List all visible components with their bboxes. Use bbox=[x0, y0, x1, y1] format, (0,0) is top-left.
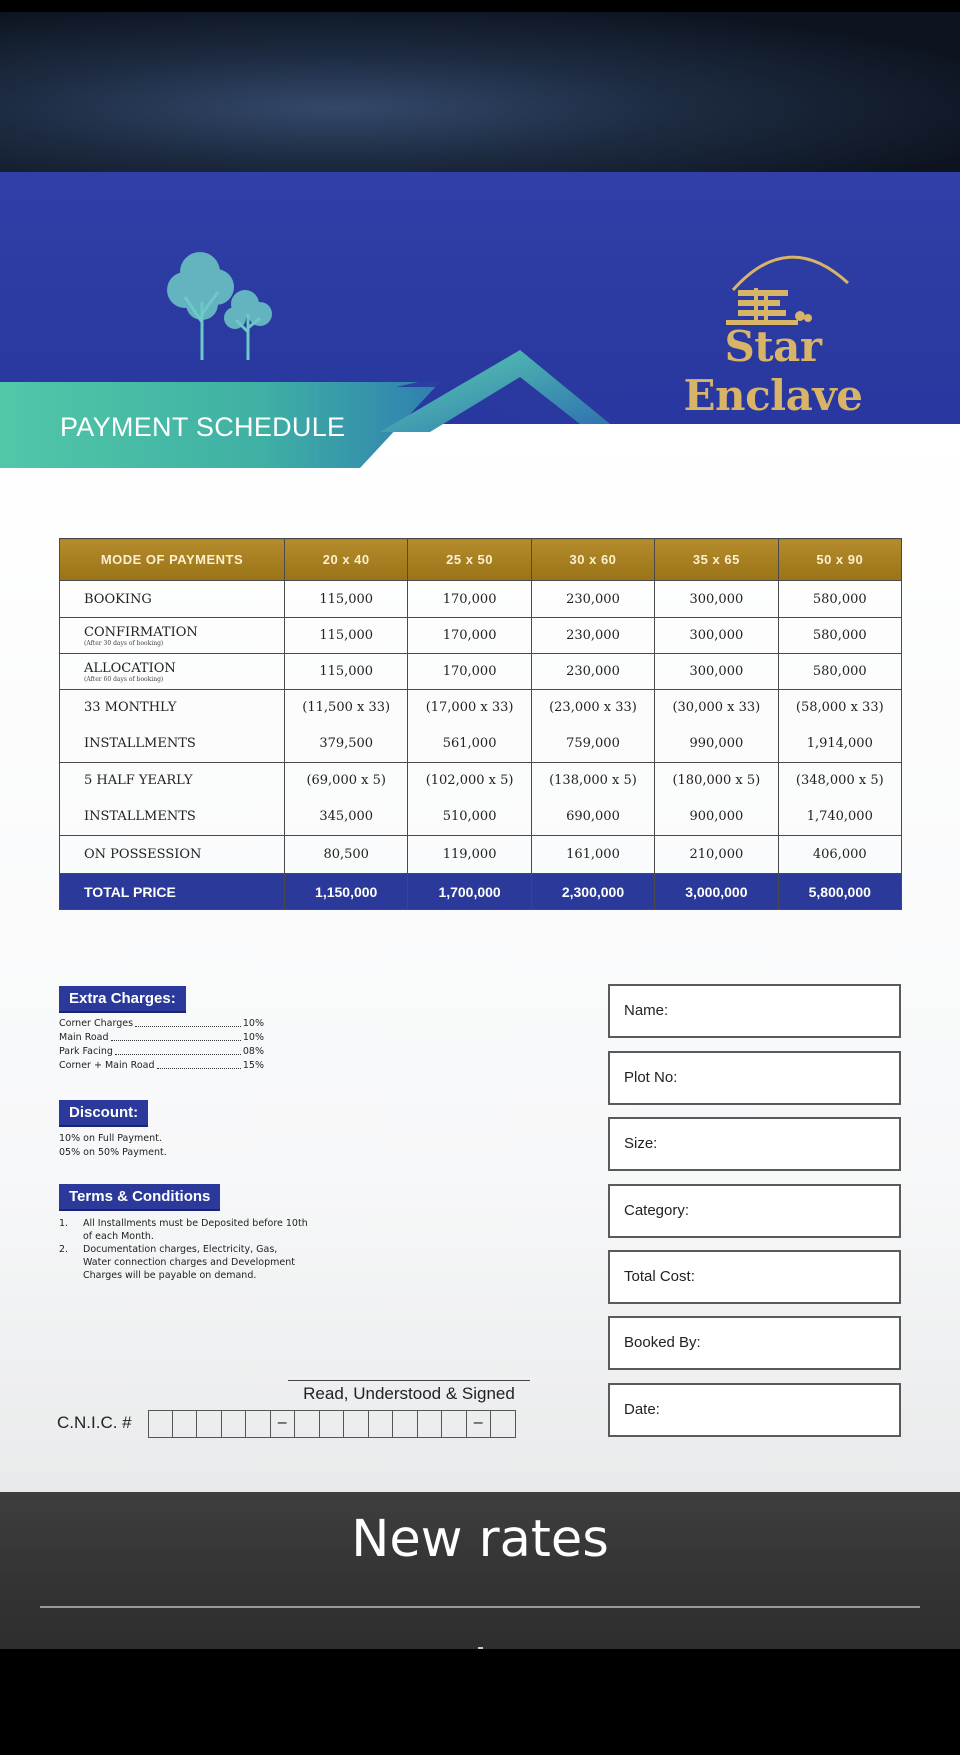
terms-list bbox=[59, 1217, 308, 1282]
table-cell: 115,000 bbox=[285, 654, 408, 690]
term-number: 2. bbox=[59, 1244, 69, 1255]
row-label-line: 5 HALF YEARLY bbox=[84, 773, 193, 788]
row-label bbox=[60, 618, 285, 654]
table-row bbox=[60, 581, 902, 618]
row-label: ON POSSESSION bbox=[60, 836, 285, 874]
status-strip bbox=[0, 0, 960, 12]
discount-list bbox=[59, 1132, 167, 1160]
cnic-digit-box[interactable] bbox=[442, 1410, 467, 1438]
installment-total: 345,000 bbox=[319, 809, 374, 824]
indicator-dot bbox=[478, 1647, 483, 1649]
row-label bbox=[60, 763, 285, 836]
row-label: BOOKING bbox=[60, 581, 285, 618]
dot-leader bbox=[157, 1059, 241, 1069]
table-cell bbox=[408, 763, 531, 836]
table-cell bbox=[531, 690, 654, 763]
cnic-separator: – bbox=[271, 1410, 296, 1438]
blurred-background-top bbox=[0, 12, 960, 172]
table-cell bbox=[285, 690, 408, 763]
list-item bbox=[59, 1017, 264, 1031]
table-cell: 580,000 bbox=[778, 581, 901, 618]
progress-divider bbox=[40, 1606, 920, 1608]
total-row bbox=[60, 874, 902, 910]
total-cell: 3,000,000 bbox=[655, 874, 778, 910]
table-row bbox=[60, 618, 902, 654]
table-cell: 300,000 bbox=[655, 581, 778, 618]
header-size: 20 x 40 bbox=[285, 539, 408, 581]
table-cell: 170,000 bbox=[408, 654, 531, 690]
table-cell bbox=[285, 763, 408, 836]
brand-name: Star Enclave bbox=[683, 322, 863, 420]
table-cell: 300,000 bbox=[655, 654, 778, 690]
installment-total: 510,000 bbox=[442, 809, 497, 824]
list-item bbox=[59, 1243, 308, 1282]
installment-formula: (17,000 x 33) bbox=[425, 700, 514, 715]
table-cell: 230,000 bbox=[531, 618, 654, 654]
table-row bbox=[60, 654, 902, 690]
extra-charges-heading: Extra Charges: bbox=[59, 986, 186, 1013]
table-cell: 170,000 bbox=[408, 581, 531, 618]
category-field[interactable]: Category: bbox=[608, 1184, 901, 1238]
installment-total: 990,000 bbox=[689, 736, 744, 751]
table-cell: 230,000 bbox=[531, 581, 654, 618]
list-item: 10% on Full Payment. bbox=[59, 1133, 162, 1144]
cnic-digit-box[interactable] bbox=[173, 1410, 198, 1438]
bottom-bar bbox=[0, 1649, 960, 1755]
table-cell: 161,000 bbox=[531, 836, 654, 874]
installment-formula: (102,000 x 5) bbox=[425, 773, 514, 788]
row-label-line: INSTALLMENTS bbox=[84, 736, 196, 751]
term-number: 1. bbox=[59, 1218, 69, 1229]
term-line: Water connection charges and Development bbox=[83, 1257, 295, 1268]
table-cell: 119,000 bbox=[408, 836, 531, 874]
header-mode: MODE OF PAYMENTS bbox=[60, 539, 285, 581]
table-cell: 210,000 bbox=[655, 836, 778, 874]
table-cell: 580,000 bbox=[778, 654, 901, 690]
table-cell bbox=[655, 690, 778, 763]
installment-formula: (23,000 x 33) bbox=[549, 700, 637, 715]
table-cell: 115,000 bbox=[285, 618, 408, 654]
cnic-digit-box[interactable] bbox=[148, 1410, 173, 1438]
cnic-digit-box[interactable] bbox=[246, 1410, 271, 1438]
signature-label: Read, Understood & Signed bbox=[303, 1384, 515, 1403]
table-header-row bbox=[60, 539, 902, 581]
charge-name: Main Road bbox=[59, 1032, 109, 1043]
charge-value: 10% bbox=[242, 1032, 264, 1043]
story-caption: New rates bbox=[351, 1510, 609, 1569]
row-label-note: (After 60 days of booking) bbox=[84, 675, 164, 683]
cnic-digit-box[interactable] bbox=[491, 1410, 516, 1438]
charge-value: 15% bbox=[242, 1060, 264, 1071]
table-cell bbox=[408, 690, 531, 763]
cnic-digit-box[interactable] bbox=[393, 1410, 418, 1438]
row-label-note: (After 30 days of booking) bbox=[84, 639, 164, 647]
dot-leader bbox=[111, 1031, 241, 1041]
installment-formula: (180,000 x 5) bbox=[672, 773, 761, 788]
page-title: PAYMENT SCHEDULE bbox=[60, 412, 346, 442]
header-size: 25 x 50 bbox=[408, 539, 531, 581]
term-line: All Installments must be Deposited before 10th bbox=[83, 1218, 308, 1229]
charge-value: 08% bbox=[242, 1046, 264, 1057]
list-item: 05% on 50% Payment. bbox=[59, 1147, 167, 1158]
plot-no-field[interactable]: Plot No: bbox=[608, 1051, 901, 1105]
cnic-separator: – bbox=[467, 1410, 492, 1438]
tree-icon bbox=[140, 242, 290, 362]
row-label-line: 33 MONTHLY bbox=[84, 700, 177, 715]
table-cell bbox=[531, 763, 654, 836]
header-size: 35 x 65 bbox=[655, 539, 778, 581]
extra-charges-list bbox=[59, 1017, 264, 1073]
cnic-digit-box[interactable] bbox=[197, 1410, 222, 1438]
signature-line bbox=[288, 1380, 530, 1381]
cnic-digit-box[interactable] bbox=[418, 1410, 443, 1438]
term-line: of each Month. bbox=[83, 1231, 154, 1242]
cnic-digit-box[interactable] bbox=[369, 1410, 394, 1438]
installment-total: 759,000 bbox=[566, 736, 620, 751]
installment-formula: (348,000 x 5) bbox=[795, 773, 884, 788]
list-item bbox=[59, 1045, 264, 1059]
list-item bbox=[59, 1059, 264, 1073]
installment-total: 1,914,000 bbox=[806, 736, 873, 751]
row-label-text: ALLOCATION bbox=[84, 660, 176, 676]
installment-total: 561,000 bbox=[442, 736, 497, 751]
installment-formula: (138,000 x 5) bbox=[549, 773, 637, 788]
table-cell bbox=[778, 763, 901, 836]
header-size: 30 x 60 bbox=[531, 539, 654, 581]
charge-name: Corner Charges bbox=[59, 1018, 134, 1029]
list-item bbox=[59, 1217, 308, 1243]
total-cell: 1,150,000 bbox=[285, 874, 408, 910]
table-row bbox=[60, 690, 902, 763]
installment-total: 1,740,000 bbox=[806, 809, 873, 824]
installment-total: 690,000 bbox=[566, 809, 620, 824]
total-cost-field[interactable]: Total Cost: bbox=[608, 1250, 901, 1304]
table-cell bbox=[778, 690, 901, 763]
discount-heading: Discount: bbox=[59, 1100, 148, 1127]
list-item bbox=[59, 1031, 264, 1045]
cnic-input-boxes[interactable] bbox=[148, 1410, 516, 1438]
cnic-label: C.N.I.C. # bbox=[57, 1413, 132, 1432]
term-line: Charges will be payable on demand. bbox=[83, 1270, 257, 1281]
payment-flyer bbox=[0, 172, 960, 1492]
total-cell: 2,300,000 bbox=[531, 874, 654, 910]
size-field[interactable]: Size: bbox=[608, 1117, 901, 1171]
name-field[interactable]: Name: bbox=[608, 984, 901, 1038]
table-row bbox=[60, 836, 902, 874]
dot-leader bbox=[135, 1017, 241, 1027]
cnic-digit-box[interactable] bbox=[222, 1410, 247, 1438]
booked-by-field[interactable]: Booked By: bbox=[608, 1316, 901, 1370]
row-label-text: CONFIRMATION bbox=[84, 624, 198, 640]
table-cell: 300,000 bbox=[655, 618, 778, 654]
table-cell: 580,000 bbox=[778, 618, 901, 654]
total-cell: 1,700,000 bbox=[408, 874, 531, 910]
installment-total: 379,500 bbox=[319, 736, 374, 751]
dot-leader bbox=[115, 1045, 241, 1055]
installment-total: 900,000 bbox=[689, 809, 744, 824]
installment-formula: (11,500 x 33) bbox=[302, 700, 391, 715]
charge-name: Corner + Main Road bbox=[59, 1060, 155, 1071]
term-line: Documentation charges, Electricity, Gas, bbox=[83, 1244, 278, 1255]
row-label-line: INSTALLMENTS bbox=[84, 809, 196, 824]
total-cell: 5,800,000 bbox=[778, 874, 901, 910]
cnic-digit-box[interactable] bbox=[295, 1410, 320, 1438]
charge-value: 10% bbox=[242, 1018, 264, 1029]
row-label bbox=[60, 654, 285, 690]
table-cell: 406,000 bbox=[778, 836, 901, 874]
table-cell: 115,000 bbox=[285, 581, 408, 618]
date-field[interactable]: Date: bbox=[608, 1383, 901, 1437]
row-label bbox=[60, 690, 285, 763]
installment-formula: (30,000 x 33) bbox=[672, 700, 761, 715]
table-cell: 170,000 bbox=[408, 618, 531, 654]
cnic-digit-box[interactable] bbox=[344, 1410, 369, 1438]
table-cell bbox=[655, 763, 778, 836]
installment-formula: (69,000 x 5) bbox=[306, 773, 386, 788]
table-cell: 80,500 bbox=[285, 836, 408, 874]
terms-heading: Terms & Conditions bbox=[59, 1184, 220, 1211]
table-cell: 230,000 bbox=[531, 654, 654, 690]
installment-formula: (58,000 x 33) bbox=[795, 700, 884, 715]
payment-table bbox=[59, 538, 902, 910]
charge-name: Park Facing bbox=[59, 1046, 113, 1057]
header-size: 50 x 90 bbox=[778, 539, 901, 581]
cnic-digit-box[interactable] bbox=[320, 1410, 345, 1438]
row-label: TOTAL PRICE bbox=[60, 874, 285, 910]
table-row bbox=[60, 763, 902, 836]
